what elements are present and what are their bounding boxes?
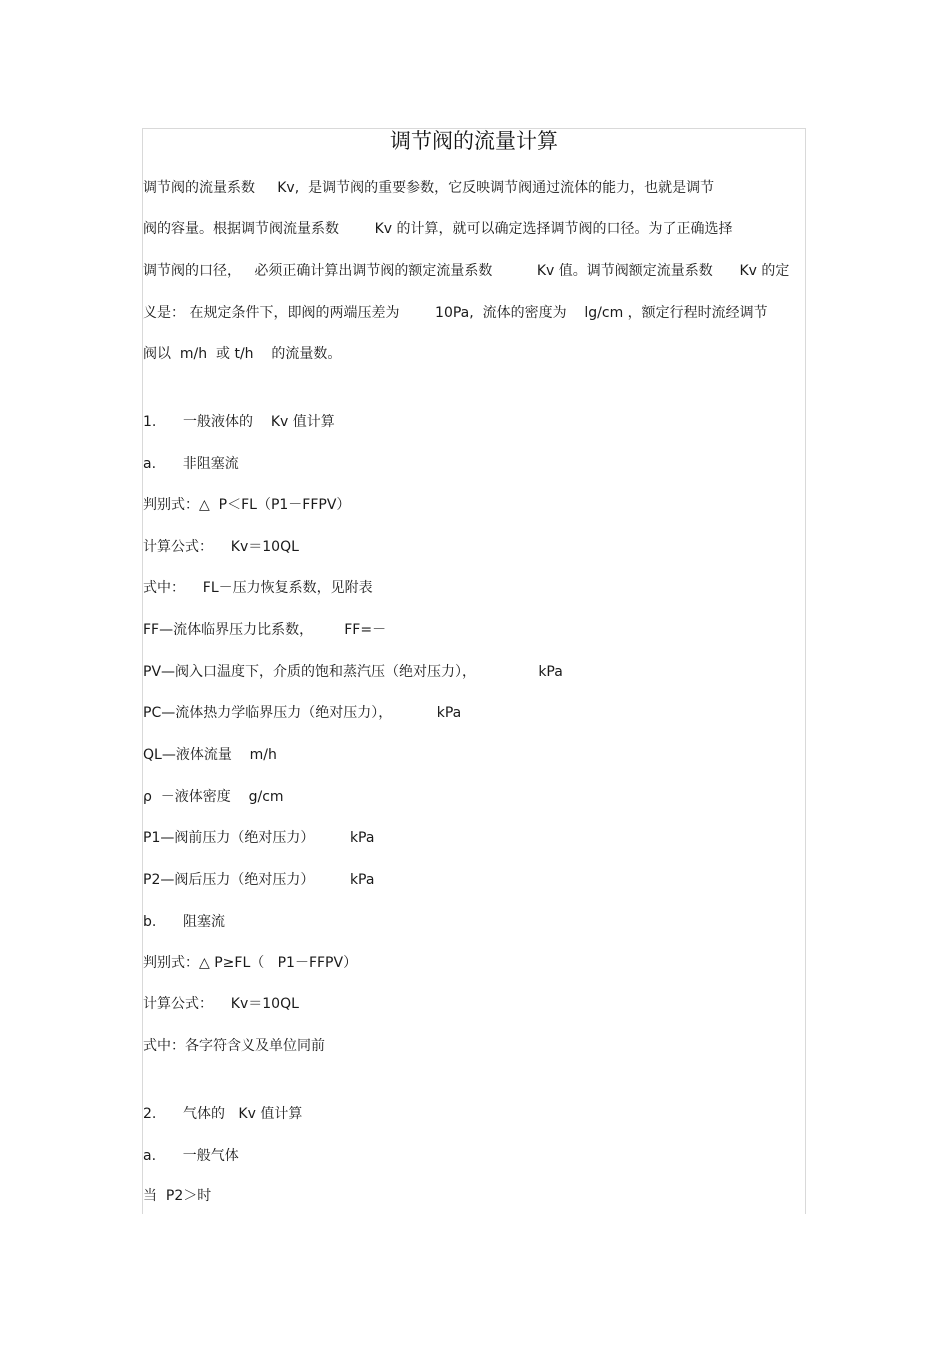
section1-a-line-6: PC—流体热力学临界压力（绝对压力）， kPa: [143, 705, 462, 721]
intro-line-2: 阀的容量。根据调节阀流量系数 Kv 的计算，就可以确定选择调节阀的口径。为了正确选择: [143, 221, 733, 237]
section1-a-line-9: P1—阀前压力（绝对压力） kPa: [143, 830, 375, 846]
intro-line-4: 义是： 在规定条件下，即阀的两端压差为 10Pa, 流体的密度为 lg/cm ，额定行程时流经调节: [143, 305, 768, 321]
intro-line-5: 阀以 m/h 或 t/h 的流量数。: [143, 346, 342, 362]
section1-b-line-1: 判别式：△ P≥FL（ P1－FFPV）: [143, 955, 358, 971]
section1-a-line-2: 计算公式： Kv＝10QL: [143, 539, 299, 555]
section1-a-line-7: QL—液体流量 m/h: [143, 747, 277, 763]
section1-a-line-5: PV—阀入口温度下，介质的饱和蒸汽压（绝对压力）， kPa: [143, 664, 563, 680]
intro-line-3: 调节阀的口径， 必须正确计算出调节阀的额定流量系数 Kv 值。调节阀额定流量系数 Kv 的定: [143, 263, 790, 279]
section1-a-line-3: 式中： FL－压力恢复系数，见附表: [143, 580, 373, 596]
section2-heading: 2. 气体的 Kv 值计算: [143, 1106, 303, 1122]
section1-a-line-10: P2—阀后压力（绝对压力） kPa: [143, 872, 375, 888]
page-title: 调节阀的流量计算: [390, 129, 558, 153]
intro-line-1: 调节阀的流量系数 Kv, 是调节阀的重要参数，它反映调节阀通过流体的能力，也就是调节: [143, 180, 715, 196]
section1-b-line-2: 计算公式： Kv＝10QL: [143, 996, 299, 1012]
section1-sub-b: b. 阻塞流: [143, 914, 226, 930]
section2-sub-a: a. 一般气体: [143, 1148, 239, 1164]
section1-sub-a: a. 非阻塞流: [143, 456, 239, 472]
section1-b-line-3: 式中：各字符含义及单位同前: [143, 1038, 325, 1054]
section1-a-line-4: FF—流体临界压力比系数， FF=－: [143, 622, 387, 638]
section1-a-line-1: 判别式：△ P＜FL（P1－FFPV）: [143, 497, 351, 513]
section2-a-line-1: 当 P2＞时: [143, 1188, 212, 1204]
section1-heading: 1. 一般液体的 Kv 值计算: [143, 414, 335, 430]
section1-a-line-8: ρ －液体密度 g/cm: [143, 789, 284, 805]
